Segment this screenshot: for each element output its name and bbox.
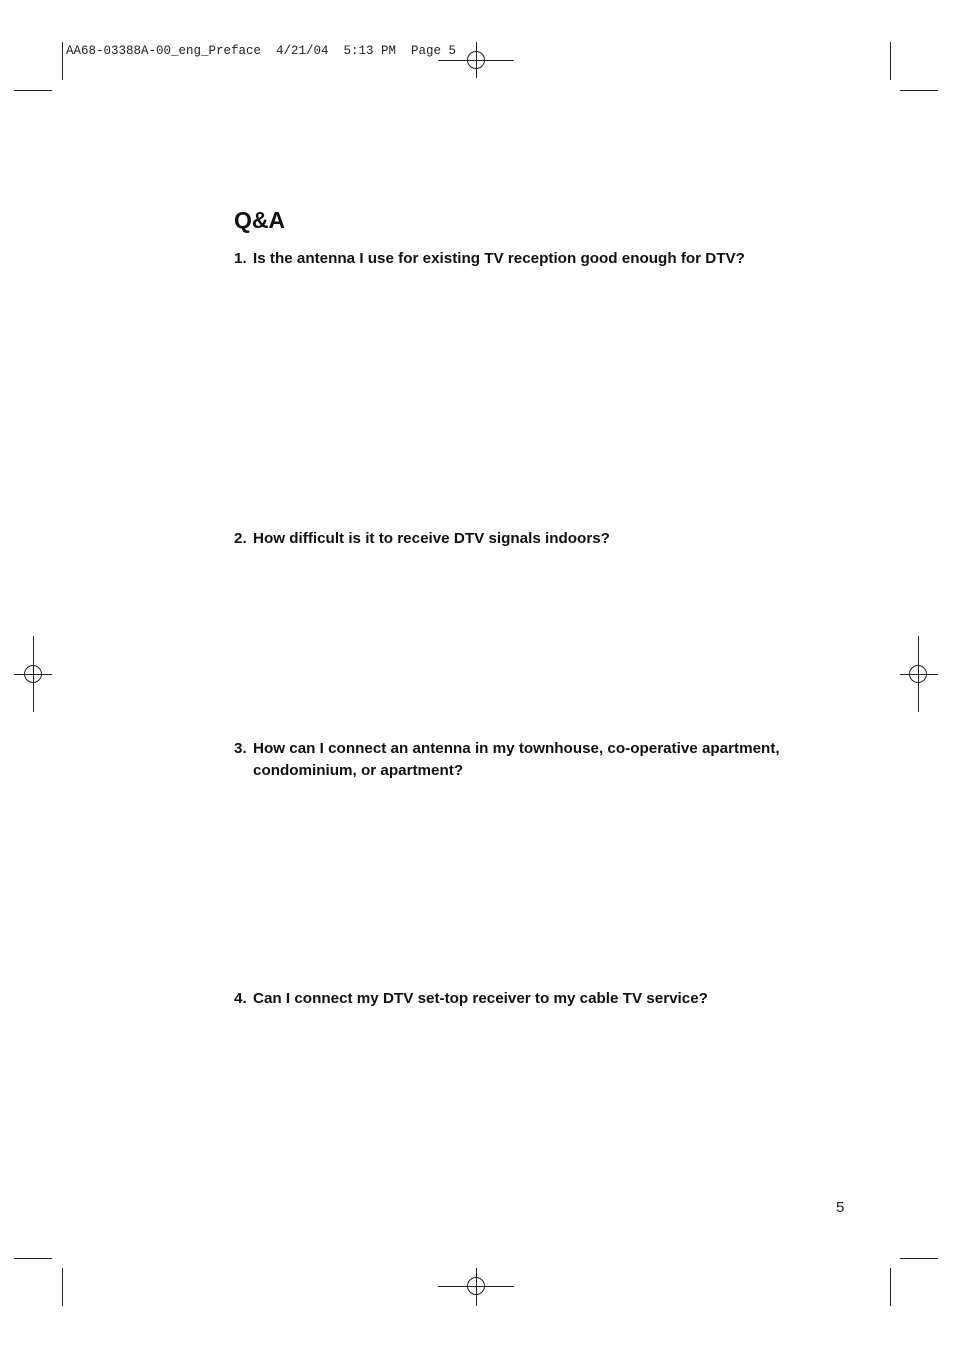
registration-circle-icon: [467, 1277, 485, 1295]
page-number: 5: [836, 1199, 845, 1216]
registration-circle-icon: [24, 665, 42, 683]
question-3: [234, 738, 814, 782]
crop-mark: [62, 1268, 63, 1306]
question-text: How difficult is it to receive DTV signals indoors?: [253, 530, 610, 547]
print-slug: AA68-03388A-00_eng_Preface 4/21/04 5:13 PM Page 5: [66, 44, 457, 58]
crop-mark: [900, 90, 938, 91]
crop-mark: [62, 42, 63, 80]
registration-circle-icon: [467, 51, 485, 69]
page-title: Q&A: [234, 207, 286, 233]
question-1: [234, 248, 834, 270]
registration-circle-icon: [909, 665, 927, 683]
question-number: 1.: [234, 250, 247, 267]
question-4: [234, 988, 834, 1010]
crop-mark: [14, 1258, 52, 1259]
question-text: Is the antenna I use for existing TV reception good enough for DTV?: [253, 250, 745, 267]
question-text: How can I connect an antenna in my townhouse, co-operative apartment, condominium, or apartment?: [253, 740, 780, 779]
question-number: 3.: [234, 740, 247, 757]
crop-mark: [14, 90, 52, 91]
question-number: 2.: [234, 530, 247, 547]
question-2: [234, 528, 834, 550]
question-text: Can I connect my DTV set-top receiver to my cable TV service?: [253, 990, 708, 1007]
crop-mark: [890, 1268, 891, 1306]
question-number: 4.: [234, 990, 247, 1007]
crop-mark: [890, 42, 891, 80]
crop-mark: [900, 1258, 938, 1259]
